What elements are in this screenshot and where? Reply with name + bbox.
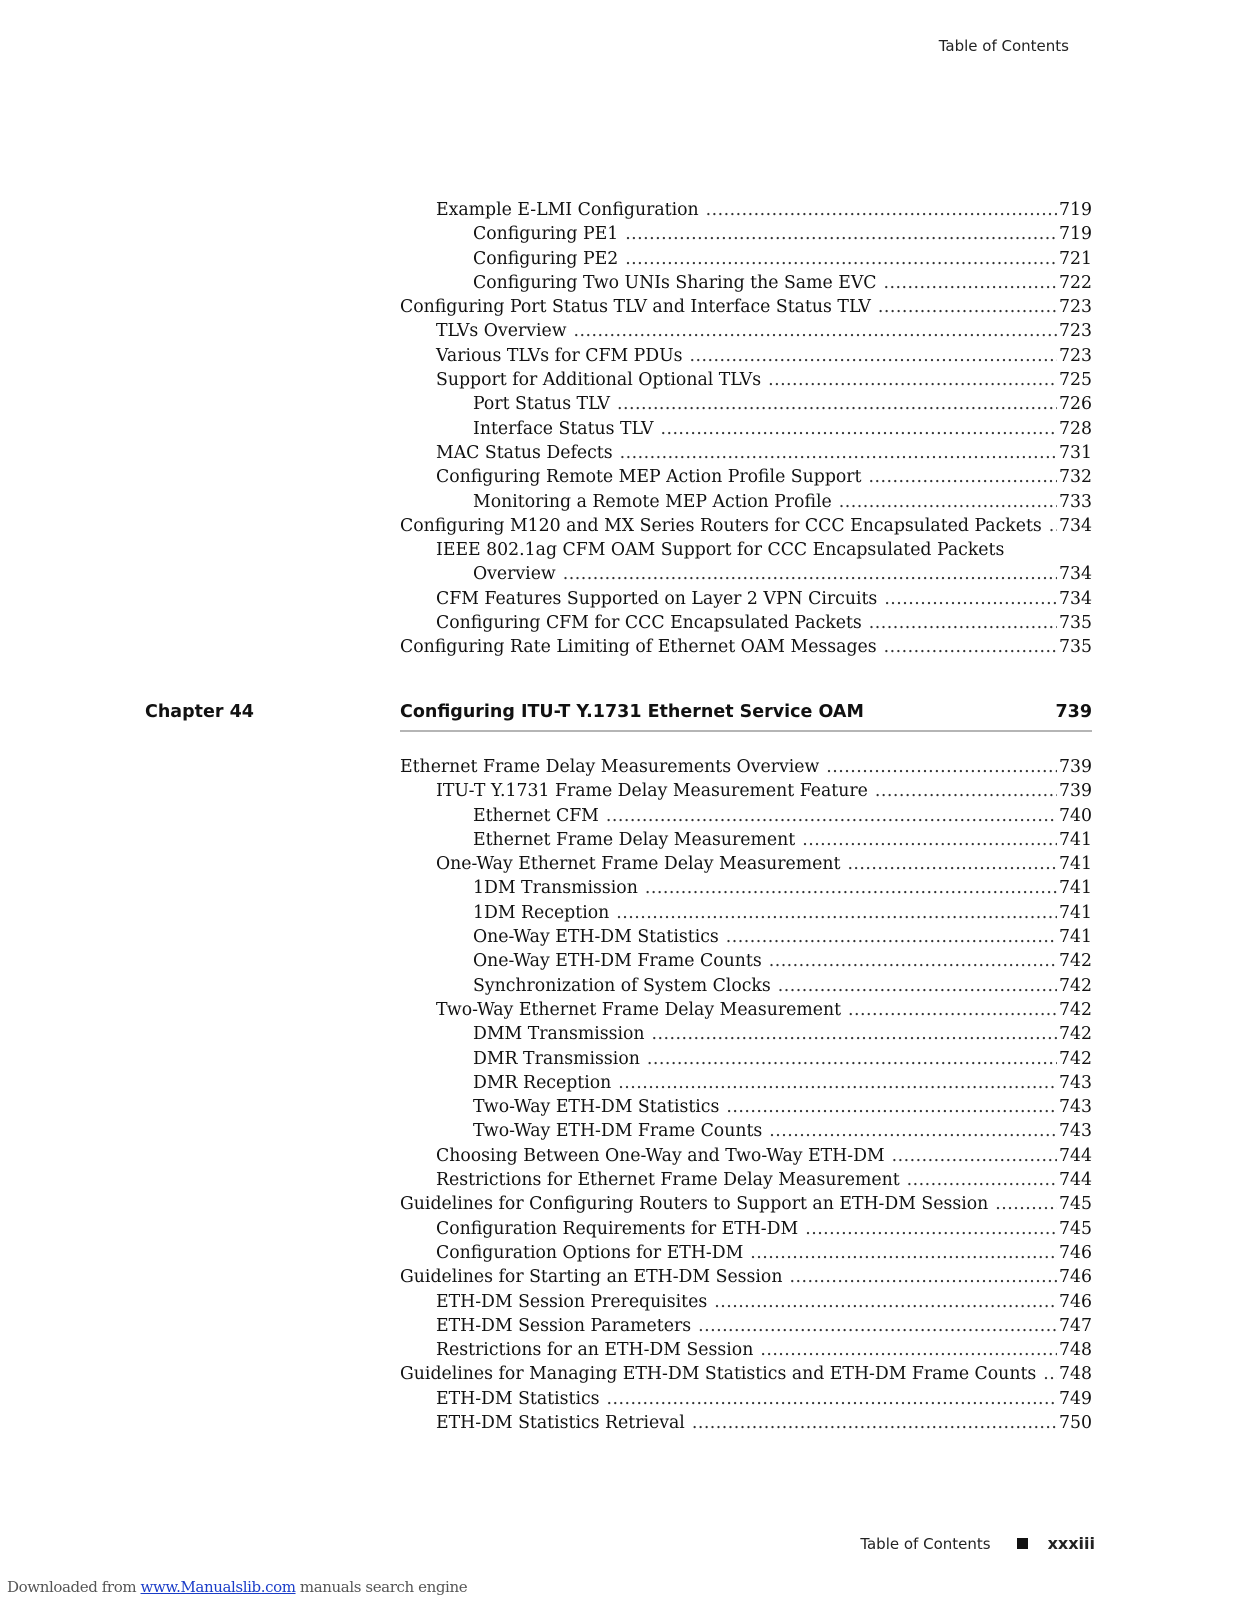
toc-entry[interactable] xyxy=(400,1022,1092,1046)
toc-entry[interactable] xyxy=(400,1362,1092,1386)
toc-dot-leader xyxy=(892,1144,1057,1168)
toc-entry-title: ETH-DM Statistics Retrieval xyxy=(436,1413,685,1434)
toc-entry[interactable] xyxy=(400,441,1092,465)
toc-entry[interactable] xyxy=(400,901,1092,925)
running-head: Table of Contents xyxy=(938,37,1069,55)
footer-square-icon xyxy=(1017,1538,1028,1549)
toc-entry-page: 735 xyxy=(1059,613,1092,634)
toc-entry[interactable] xyxy=(400,368,1092,392)
toc-entry[interactable] xyxy=(400,974,1092,998)
toc-dot-leader xyxy=(618,1071,1057,1095)
toc-dot-leader xyxy=(652,1022,1057,1046)
toc-entry-title: Restrictions for an ETH-DM Session xyxy=(436,1340,754,1361)
toc-entry-title: ETH-DM Session Prerequisites xyxy=(436,1291,708,1312)
toc-entry-page: 743 xyxy=(1059,1072,1092,1093)
toc-entry[interactable] xyxy=(400,295,1092,319)
toc-entry-page: 735 xyxy=(1059,637,1092,658)
toc-entry-page: 745 xyxy=(1059,1218,1092,1239)
toc-dot-leader xyxy=(907,1168,1057,1192)
toc-entry-page: 744 xyxy=(1059,1145,1092,1166)
toc-entry-title: Choosing Between One-Way and Two-Way ETH-DM xyxy=(436,1145,885,1166)
toc-entry-title: Synchronization of System Clocks xyxy=(473,975,771,996)
toc-entry[interactable] xyxy=(400,562,1092,586)
chapter-label: Chapter 44 xyxy=(145,702,254,722)
toc-dot-leader xyxy=(647,1047,1057,1071)
toc-dot-leader xyxy=(625,222,1057,246)
toc-entry-title: Ethernet Frame Delay Measurements Overview xyxy=(400,757,820,777)
toc-entry-page: 728 xyxy=(1059,418,1092,439)
toc-entry-title: TLVs Overview xyxy=(436,321,567,342)
toc-dot-leader xyxy=(750,1241,1057,1265)
toc-entry[interactable] xyxy=(400,611,1092,635)
toc-entry-page: 741 xyxy=(1059,854,1092,875)
toc-entry[interactable] xyxy=(400,1338,1092,1362)
toc-dot-leader xyxy=(692,1411,1057,1435)
toc-entry-page: 739 xyxy=(1059,757,1092,777)
toc-entry-title: Configuring Two UNIs Sharing the Same EVC xyxy=(473,272,877,293)
toc-entry-title: Configuring M120 and MX Series Routers for CCC Encapsulated Packets xyxy=(400,515,1042,536)
toc-entry-title: Restrictions for Ethernet Frame Delay Measurement xyxy=(436,1170,900,1191)
toc-entry[interactable] xyxy=(400,392,1092,416)
toc-entry[interactable] xyxy=(400,271,1092,295)
toc-entry-page: 748 xyxy=(1059,1364,1092,1385)
toc-entry-page: 732 xyxy=(1059,467,1092,488)
toc-entry[interactable] xyxy=(400,198,1092,222)
toc-entry-page: 746 xyxy=(1059,1291,1092,1312)
toc-entry-title: DMM Transmission xyxy=(473,1024,645,1045)
toc-entry[interactable] xyxy=(400,1192,1092,1216)
toc-dot-leader xyxy=(1049,514,1057,538)
toc-entry-title: Monitoring a Remote MEP Action Profile xyxy=(473,491,832,512)
toc-dot-leader xyxy=(760,1338,1057,1362)
toc-entry-title: One-Way ETH-DM Frame Counts xyxy=(473,951,762,972)
toc-entry-title: Two-Way ETH-DM Frame Counts xyxy=(473,1121,763,1142)
toc-entry-title: One-Way ETH-DM Statistics xyxy=(473,927,719,948)
toc-entry-title: Example E-LMI Configuration xyxy=(436,200,699,220)
toc-entry-title: Configuration Options for ETH-DM xyxy=(436,1242,744,1263)
toc-entry-page: 721 xyxy=(1059,248,1092,269)
toc-entry-title: Port Status TLV xyxy=(473,394,610,415)
toc-entry-page: 741 xyxy=(1059,878,1092,899)
toc-dot-leader xyxy=(616,901,1057,925)
toc-entry-title: Ethernet Frame Delay Measurement xyxy=(473,829,796,850)
toc-entry-page: 743 xyxy=(1059,1097,1092,1118)
toc-list-top xyxy=(400,198,1092,660)
toc-dot-leader xyxy=(778,974,1057,998)
toc-entry-title: Configuring CFM for CCC Encapsulated Packets xyxy=(436,613,862,634)
toc-entry[interactable] xyxy=(400,998,1092,1022)
toc-entry-page: 742 xyxy=(1059,951,1092,972)
toc-dot-leader xyxy=(769,1119,1057,1143)
toc-entry-title: Guidelines for Starting an ETH-DM Session xyxy=(400,1267,783,1288)
toc-entry-page: 723 xyxy=(1059,321,1092,342)
toc-entry[interactable] xyxy=(400,852,1092,876)
toc-dot-leader xyxy=(848,998,1057,1022)
toc-entry-page: 742 xyxy=(1059,1048,1092,1069)
chapter-heading xyxy=(145,702,1092,732)
toc-entry-page: 725 xyxy=(1059,370,1092,391)
download-note-suffix: manuals search engine xyxy=(295,1578,468,1596)
toc-entry-page: 746 xyxy=(1059,1267,1092,1288)
toc-entry[interactable] xyxy=(400,490,1092,514)
toc-entry[interactable] xyxy=(400,538,1092,562)
toc-entry-title: DMR Reception xyxy=(473,1072,612,1093)
toc-dot-leader xyxy=(769,949,1057,973)
toc-dot-leader xyxy=(768,368,1057,392)
download-note xyxy=(7,1578,467,1596)
toc-dot-leader xyxy=(607,1387,1057,1411)
toc-entry-title: 1DM Reception xyxy=(473,902,610,923)
toc-list-chapter xyxy=(400,755,1092,1435)
toc-dot-leader xyxy=(617,392,1057,416)
toc-entry-title: Configuring Remote MEP Action Profile Support xyxy=(436,467,862,488)
toc-entry-title: Guidelines for Configuring Routers to Support an ETH-DM Session xyxy=(400,1194,989,1215)
toc-entry-title: Two-Way ETH-DM Statistics xyxy=(473,1097,720,1118)
toc-entry[interactable] xyxy=(400,222,1092,246)
toc-entry-title: ITU-T Y.1731 Frame Delay Measurement Feature xyxy=(436,781,868,802)
toc-entry[interactable] xyxy=(400,1290,1092,1314)
toc-entry[interactable] xyxy=(400,587,1092,611)
toc-entry[interactable] xyxy=(400,1265,1092,1289)
toc-dot-leader xyxy=(826,755,1057,779)
toc-entry-page: 742 xyxy=(1059,1024,1092,1045)
toc-entry[interactable] xyxy=(400,1241,1092,1265)
toc-entry[interactable] xyxy=(400,1411,1092,1435)
toc-dot-leader xyxy=(625,247,1057,271)
toc-entry[interactable] xyxy=(400,247,1092,271)
toc-entry[interactable] xyxy=(400,417,1092,441)
toc-dot-leader xyxy=(802,828,1057,852)
toc-entry[interactable] xyxy=(400,1071,1092,1095)
toc-dot-leader xyxy=(884,587,1057,611)
toc-entry[interactable] xyxy=(400,1387,1092,1411)
toc-entry-page: 719 xyxy=(1059,224,1092,245)
toc-entry-title: Configuring Port Status TLV and Interface Status TLV xyxy=(400,297,871,318)
toc-entry-page: 734 xyxy=(1059,564,1092,585)
toc-dot-leader xyxy=(660,417,1057,441)
toc-entry[interactable] xyxy=(400,804,1092,828)
toc-entry-page: 748 xyxy=(1059,1340,1092,1361)
toc-dot-leader xyxy=(645,876,1057,900)
toc-entry-title: Ethernet CFM xyxy=(473,805,599,826)
manualslib-link[interactable]: www.Manualslib.com xyxy=(140,1578,296,1596)
toc-entry-title: One-Way Ethernet Frame Delay Measurement xyxy=(436,854,841,875)
toc-dot-leader xyxy=(574,319,1057,343)
toc-entry[interactable] xyxy=(400,635,1092,659)
toc-entry-page: 722 xyxy=(1059,272,1092,293)
toc-dot-leader xyxy=(805,1217,1057,1241)
toc-entry-page: 745 xyxy=(1059,1194,1092,1215)
toc-dot-leader xyxy=(875,779,1057,803)
toc-entry-page: 741 xyxy=(1059,829,1092,850)
toc-entry-title: Guidelines for Managing ETH-DM Statistics and ETH-DM Frame Counts xyxy=(400,1364,1037,1385)
footer-section-label: Table of Contents xyxy=(860,1534,991,1553)
toc-entry[interactable] xyxy=(400,344,1092,368)
download-note-prefix: Downloaded from xyxy=(7,1578,141,1596)
toc-entry[interactable] xyxy=(400,755,1092,779)
toc-entry[interactable] xyxy=(400,828,1092,852)
toc-entry-page: 743 xyxy=(1059,1121,1092,1142)
toc-dot-leader xyxy=(884,635,1057,659)
toc-dot-leader xyxy=(789,1265,1057,1289)
toc-entry-title: Configuring Rate Limiting of Ethernet OAM Messages xyxy=(400,637,877,658)
toc-entry-page: 723 xyxy=(1059,297,1092,318)
toc-dot-leader xyxy=(606,804,1057,828)
toc-entry-page: 750 xyxy=(1059,1413,1092,1434)
toc-entry-page: 749 xyxy=(1059,1388,1092,1409)
toc-entry-page: 733 xyxy=(1059,491,1092,512)
toc-entry-title: Configuration Requirements for ETH-DM xyxy=(436,1218,799,1239)
toc-entry-page: 746 xyxy=(1059,1242,1092,1263)
toc-dot-leader xyxy=(884,271,1057,295)
toc-entry-page: 719 xyxy=(1059,200,1092,220)
toc-entry[interactable] xyxy=(400,779,1092,803)
toc-dot-leader xyxy=(878,295,1057,319)
toc-dot-leader xyxy=(839,490,1057,514)
toc-entry-page: 742 xyxy=(1059,999,1092,1020)
toc-entry-title: CFM Features Supported on Layer 2 VPN Circuits xyxy=(436,588,878,609)
toc-entry-title: Configuring PE2 xyxy=(473,248,619,269)
toc-entry-title: Configuring PE1 xyxy=(473,224,619,245)
toc-dot-leader xyxy=(995,1192,1057,1216)
toc-entry[interactable] xyxy=(400,925,1092,949)
toc-entry-page: 740 xyxy=(1059,805,1092,826)
toc-entry[interactable] xyxy=(400,465,1092,489)
toc-dot-leader xyxy=(869,611,1057,635)
page-footer xyxy=(860,1534,1095,1553)
toc-entry[interactable] xyxy=(400,1217,1092,1241)
toc-entry-title: Various TLVs for CFM PDUs xyxy=(436,345,683,366)
toc-entry[interactable] xyxy=(400,319,1092,343)
toc-entry-page: 741 xyxy=(1059,927,1092,948)
toc-entry-title: Interface Status TLV xyxy=(473,418,654,439)
toc-entry[interactable] xyxy=(400,1144,1092,1168)
toc-dot-leader xyxy=(690,344,1057,368)
toc-dot-leader xyxy=(726,925,1057,949)
chapter-divider xyxy=(400,730,1092,732)
chapter-page-number: 739 xyxy=(1055,702,1092,722)
toc-entry-page: 734 xyxy=(1059,588,1092,609)
toc-entry-page: 734 xyxy=(1059,515,1092,536)
toc-dot-leader xyxy=(847,852,1057,876)
toc-entry-page: 723 xyxy=(1059,345,1092,366)
toc-entry-page: 739 xyxy=(1059,781,1092,802)
toc-dot-leader xyxy=(563,562,1057,586)
toc-entry-page: 747 xyxy=(1059,1315,1092,1336)
toc-dot-leader xyxy=(698,1314,1057,1338)
footer-page-number: xxxiii xyxy=(1047,1534,1095,1553)
toc-entry-title: Two-Way Ethernet Frame Delay Measurement xyxy=(436,999,842,1020)
toc-entry-page: 741 xyxy=(1059,902,1092,923)
toc-entry[interactable] xyxy=(400,1047,1092,1071)
toc-dot-leader xyxy=(869,465,1057,489)
toc-entry[interactable] xyxy=(400,1168,1092,1192)
toc-entry-title: 1DM Transmission xyxy=(473,878,638,899)
toc-entry-title: MAC Status Defects xyxy=(436,442,613,463)
toc-entry-title: DMR Transmission xyxy=(473,1048,640,1069)
toc-entry-title: ETH-DM Session Parameters xyxy=(436,1315,692,1336)
toc-dot-leader xyxy=(706,198,1057,222)
toc-entry-page: 744 xyxy=(1059,1170,1092,1191)
toc-dot-leader xyxy=(1043,1362,1057,1386)
toc-entry[interactable] xyxy=(400,1314,1092,1338)
toc-entry-page: 742 xyxy=(1059,975,1092,996)
toc-entry[interactable] xyxy=(400,1119,1092,1143)
toc-entry[interactable] xyxy=(400,514,1092,538)
toc-entry-title: Overview xyxy=(473,564,556,585)
toc-entry-title: ETH-DM Statistics xyxy=(436,1388,600,1409)
toc-dot-leader xyxy=(620,441,1057,465)
toc-dot-leader xyxy=(726,1095,1057,1119)
toc-dot-leader xyxy=(714,1290,1057,1314)
toc-entry-title: Support for Additional Optional TLVs xyxy=(436,370,762,391)
toc-entry-page: 731 xyxy=(1059,442,1092,463)
toc-entry[interactable] xyxy=(400,876,1092,900)
toc-entry-page: 726 xyxy=(1059,394,1092,415)
chapter-title[interactable]: Configuring ITU-T Y.1731 Ethernet Service OAM xyxy=(400,702,864,722)
toc-entry-title: IEEE 802.1ag CFM OAM Support for CCC Encapsulated Packets xyxy=(436,540,1005,561)
toc-entry[interactable] xyxy=(400,949,1092,973)
toc-entry[interactable] xyxy=(400,1095,1092,1119)
